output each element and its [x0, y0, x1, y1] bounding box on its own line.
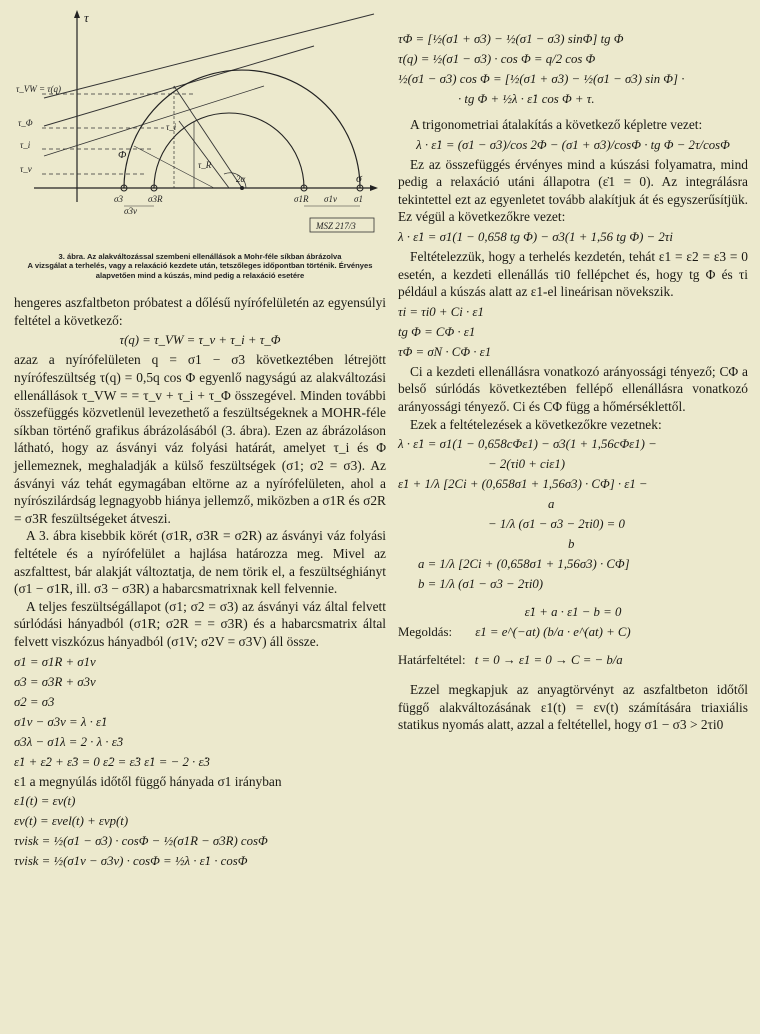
equation-l1: σ1 = σ1R + σ1v	[14, 654, 96, 669]
equation-l3: σ2 = σ3	[14, 694, 55, 709]
label-phi: Φ	[118, 149, 127, 161]
sigma-axis-arrow	[370, 185, 378, 191]
equation-l6: ε̇1 + ε̇2 + ε̇3 = 0 ε̇2 = ε̇3 ε̇1 = − 2 · ε̇3	[14, 754, 210, 769]
equation-l8: εv(t) = εvel(t) + εvp(t)	[14, 814, 129, 829]
label-tau-i: τ_i	[20, 140, 31, 150]
label-tau-vw: τ_VW = τ(q)	[16, 84, 62, 94]
circle-center	[240, 186, 244, 190]
left-paragraph-4: A teljes feszültségállapot (σ1; σ2 = σ3) az ásványi váz által felvett súrlódási hányadból (σ1R; σ2R = = σ3R) és a habarcsmatrix által felvett viszkózus hányadból (σ1V; σ2V = σ3V) áll össze.	[14, 598, 386, 649]
equation-r7: tg Φ = CΦ · ε1	[398, 324, 476, 339]
left-paragraph-1: hengeres aszfaltbeton próbatest a dőlésű nyírófelületén az egyensúlyi feltétel a következő:	[14, 295, 386, 328]
equation-r14: ε̇1 + a · ε1 − b = 0	[524, 605, 622, 620]
equation-equilibrium: τ(q) = τ_VW = τ_v + τ_i + τ_Φ	[119, 333, 281, 348]
label-tau-v: τ_v	[20, 164, 32, 174]
tau-axis-arrow	[74, 10, 80, 18]
boundary-row	[398, 651, 748, 669]
equation-r2: τ(q) = ½(σ1 − σ3) · cos Φ = q/2 cos Φ	[398, 52, 596, 66]
equation-r15: ε1 = e^(−at) (b/a · e^(at) + C)	[475, 625, 631, 640]
label-tau-i-inner: τ_i	[166, 122, 177, 132]
equation-r3b: · tg Φ + ½λ · ε̇1 cos Φ + τ.	[458, 92, 595, 106]
equation-l4: σ1v − σ3v = λ · ε̇1	[14, 714, 108, 729]
label-sigma3v: σ3v	[124, 206, 137, 216]
equation-l7: ε1(t) = εv(t)	[14, 794, 76, 809]
right-paragraph-2: Ez az összefüggés érvényes mind a kúszási folyamatra, mind pedig a relaxáció utáni állapotra (ε̇1 = 0). Az integrálásra tekintettel ezt az egyenletet tovább alakítjuk át és egyszerűsítjük. Ez végül a következőkre vezet:	[398, 156, 748, 225]
equation-r4: λ · ε̇1 = (σ1 − σ3)/cos 2Φ − (σ1 + σ3)/cosΦ · tg Φ − 2τ/cosΦ	[416, 137, 730, 152]
equation-r13: b = 1/λ (σ1 − σ3 − 2τi0)	[418, 577, 544, 592]
mohr-circle-large	[124, 70, 360, 188]
label-sigma1: σ1	[354, 194, 363, 204]
caption-title: Az alakváltozással szembeni ellenállások a Mohr-féle síkban ábrázolva	[86, 252, 342, 261]
equation-visk-2: τvisk = ½(σ1v − σ3v) · cosΦ = ½λ · ε̇1 · cosΦ	[14, 854, 248, 869]
equation-r12: a = 1/λ [2Ci + (0,658σ1 + 1,56σ3) · CΦ]	[418, 557, 630, 572]
equation-r6: τi = τi0 + Ci · ε1	[398, 304, 484, 319]
equation-l2: σ3 = σ3R + σ3v	[14, 674, 96, 689]
label-sigma3: σ3	[114, 194, 123, 204]
equation-r9b: − 2(τi0 + ciε1)	[488, 457, 565, 472]
equation-r9a: λ · ε̇1 = σ1(1 − 0,658cΦε1) − σ3(1 + 1,56cΦε1) −	[398, 437, 657, 452]
equation-r1: τΦ = [½(σ1 + σ3) − ½(σ1 − σ3) sinΦ] tg Φ	[398, 32, 624, 46]
equation-r8: τΦ = σN · CΦ · ε1	[398, 344, 492, 359]
label-sigma3R: σ3R	[148, 194, 163, 204]
equation-r3a: ½(σ1 − σ3) cos Φ = [½(σ1 + σ3) − ½(σ1 − σ3) sin Φ] ·	[398, 72, 685, 86]
mohr-diagram	[14, 6, 386, 242]
left-paragraph-2: azaz a nyírófelületen q = σ1 − σ3 következtében létrejött nyírófeszültség τ(q) = 0,5q cos Φ egyenlő nagyságú az alakváltozási ellenállások τ_VW = = τ_v + τ_i + τ_Φ összegével. Minden további összefüggés közvetlenül levezethető a feszültségeknek a MOHR-féle síkban történő grafikus ábrázolásából (3. ábra). Ezen az ábrázoláson látható, hogy az ásványi váz folyási határát, amelyet τ_i és Φ jellemeznek, meghaladják a külső feszültségek (σ1; σ2 = σ3). Az ásványi váz tehát egymagában eltörne az a nyírófelületen, ahol a nyírószilárdság legnagyobb hiánya jellemző, miközben a σ1R és σ2R = σ3R feszültségeket átveszi.	[14, 352, 386, 526]
boundary-label: Határfeltétel:	[398, 653, 466, 668]
equation-r5: λ · ε̇1 = σ1(1 − 0,658 tg Φ) − σ3(1 + 1,56 tg Φ) − 2τi	[398, 229, 673, 244]
equation-l5: σ3λ − σ1λ = 2 · λ · ε̇3	[14, 734, 124, 749]
envelope-line-1	[44, 14, 374, 98]
equation-r11: − 1/λ (σ1 − σ3 − 2τi0) = 0	[488, 517, 625, 532]
angle-label: 2α	[236, 174, 246, 184]
caption-number: 3. ábra.	[58, 252, 86, 261]
sigma-axis-label: σ	[356, 171, 362, 185]
right-paragraph-3: Feltételezzük, hogy a terhelés kezdetén, tehát ε1 = ε2 = ε3 = 0 esetén, a kezdeti ellenállás τi0 fellépchet és, hogy tg Φ és τi például a kúszás alatt az ε1-el lineárisan növekszik.	[398, 248, 748, 300]
equation-r10: ε̇1 + 1/λ [2Ci + (0,658σ1 + 1,56σ3) · CΦ] · ε1 −	[398, 477, 648, 492]
label-tau-phi: τ_Φ	[18, 118, 33, 128]
right-paragraph-6: Ezzel megkapjuk az anyagtörvényt az aszfaltbeton időtől függő alakváltozásának ε1(t) = εv(t) számítására triaxiális statikus nyomás alatt, azzal a feltétellel, hogy σ1 − σ3 > 2τi0	[398, 682, 748, 733]
label-a: a	[548, 497, 555, 512]
mohr-circle-small	[154, 113, 304, 188]
envelope-line-2	[44, 46, 314, 126]
tau-axis-label: τ	[84, 10, 89, 25]
equation-r16: t = 0 → ε1 = 0 → C = − b/a	[474, 653, 623, 668]
label-sigma1R: σ1R	[294, 194, 309, 204]
left-paragraph-5: ε1 a megnyúlás időtől függő hányada σ1 irányban	[14, 773, 282, 789]
equation-visk-1: τvisk = ½(σ1 − σ3) · cosΦ − ½(σ1R − σ3R) cosΦ	[14, 834, 268, 849]
label-tau-R: τ_R	[198, 160, 212, 170]
left-column	[14, 6, 386, 872]
figure-caption	[24, 252, 376, 280]
figure-stamp: MSZ 217/3	[316, 221, 356, 231]
right-paragraph-4: Ci a kezdeti ellenállásra vonatkozó arányossági tényező; CΦ a belső súrlódás következtében fellépő ellenállásra vonatkozó arányossági tényező. Ci és CΦ függ a hőmérséklettől.	[398, 363, 748, 414]
right-paragraph-1: A trigonometriai átalakítás a következő képletre vezet:	[410, 117, 703, 132]
left-paragraph-3: A 3. ábra kisebbik körét (σ1R, σ3R = σ2R) az ásványi váz folyási feltétele és a nyírófelület a hajlása határozza meg. Mivel az aszfalttest, bár alakját változtatja, de nem törik el, a feszültséghiányt (σ1 − σ1R, ill. σ3 − σ3R) a habarcsmatrixnak kell felvennie.	[14, 528, 386, 597]
mohr-figure	[14, 6, 386, 246]
label-b: b	[568, 537, 575, 552]
right-paragraph-5: Ezek a feltételezések a következőkre vezetnek:	[410, 416, 662, 432]
solution-label: Megoldás:	[398, 625, 453, 640]
right-column	[398, 28, 748, 734]
label-sigma1v: σ1v	[324, 194, 337, 204]
solution-row	[398, 623, 748, 641]
caption-body: A vizsgálat a terhelés, vagy a relaxáció kezdete után, tetszőleges időpontban történik. Érvényes alapvetően mind a kúszás, mind pedig a relaxáció esetére	[27, 261, 373, 280]
